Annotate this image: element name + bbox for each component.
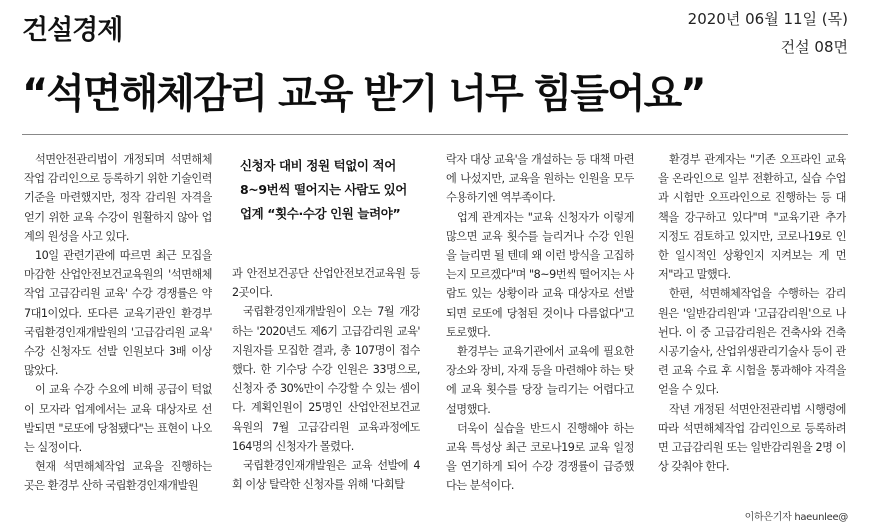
- paragraph: 10일 관련기관에 따르면 최근 모집을 마감한 산업안전보건교육원의 '석면해체작업 고급감리원 교육' 수강 경쟁률은 약 7대1이었다. 또다른 교육기관인 환경부 국립환경인재개발원의 '고급감리원 교육' 수강 신청자도 선발 인원보다 3배 이상 많았다.: [24, 249, 212, 378]
- paragraph: 더욱이 실습을 반드시 진행해야 하는 교육 특성상 최근 코로나19로 교육 일정을 연기하게 되어 수강 경쟁률이 급증했다는 분석이다.: [446, 421, 634, 493]
- reporter-byline: 이하은기자 haeunlee@: [744, 512, 848, 523]
- paragraph: 업계 관계자는 "교육 신청자가 이렇게 많으면 교육 횟수를 늘리거나 수강 인원을 늘리면 될 텐데 왜 이런 방식을 고집하는지 모르겠다"며 "8~9번씩 떨어지는 사람도 있는 상황이라 교육 대상자로 선발되면 로또에 당첨된 것이나 다름없다"고 토로했다.: [446, 210, 634, 339]
- paragraph: 과 안전보건공단 산업안전보건교육원 등 2곳이다.: [232, 267, 420, 300]
- subheadline-line: 신청자 대비 정원 턱없이 적어: [240, 158, 396, 173]
- subheadline: [232, 150, 420, 264]
- paragraph: 국립환경인재개발원은 교육 선발에 4회 이상 탈락한 신청자를 위해 '다회탈: [232, 459, 420, 492]
- subheadline-line: 업계 “횟수·수강 인원 늘려야”: [240, 206, 401, 221]
- article-headline: “석면해체감리 교육 받기 너무 힘들어요”: [22, 71, 705, 117]
- article-column-3: [446, 150, 634, 522]
- paragraph: 한편, 석면해체작업을 수행하는 감리원은 '일반감리원'과 '고급감리원'으로 나뉜다. 이 중 고급감리원은 건축사와 건축시공기술사, 산업위생관리기술사 등이 관련 교육 수료 후 시험을 통과해야 자격을 얻을 수 있다.: [658, 287, 846, 397]
- article-column-4: [658, 150, 846, 522]
- article-column-2: [232, 150, 420, 522]
- paragraph: 석면안전관리법이 개정되며 석면해체작업 감리인으로 등록하기 위한 기술인력기준을 마련했지만, 정작 감리원 자격을 얻기 위한 교육 수강이 원활하지 않아 업계의 원성을 사고 있다.: [24, 153, 212, 243]
- paragraph: 환경부는 교육기관에서 교육에 필요한 장소와 장비, 자재 등을 마련해야 하는 탓에 교육 횟수를 당장 늘리기는 어렵다고 설명했다.: [446, 345, 634, 416]
- paragraph: 이 교육 수강 수요에 비해 공급이 턱없이 모자라 업계에서는 교육 대상자로 선발되면 "로또에 당첨됐다"는 표현이 나오는 실정이다.: [24, 383, 212, 455]
- paragraph: 현재 석면해체작업 교육을 진행하는 곳은 환경부 산하 국립환경인재개발원: [24, 460, 212, 493]
- paragraph: 락자 대상 교육'을 개설하는 등 대책 마련에 나섰지만, 교육을 원하는 인원을 모두 수용하기엔 역부족이다.: [446, 153, 634, 205]
- paragraph: 환경부 관계자는 "기존 오프라인 교육을 온라인으로 일부 전환하고, 실습 수업과 시험만 오프라인으로 진행하는 등 대책을 강구하고 있다"며 "교육기관 추가 지정도 검토하고 있지만, 코로나19로 인한 일시적인 상황인지 지켜보는 게 먼저"라고 말했다.: [658, 153, 846, 282]
- paragraph: 국립환경인재개발원이 오는 7월 개강하는 '2020년도 제6기 고급감리원 교육' 지원자를 모집한 결과, 총 107명이 접수했다. 한 기수당 수강 인원은 33명으로, 신청자 중 30%만이 수강할 수 있는 셈이다. 계획인원이 25명인 산업안전보건교육원의 7월 고급감리원 교육과정에도 164명의 신청자가 몰렸다.: [232, 305, 420, 453]
- subheadline-line: 8~9번씩 떨어지는 사람도 있어: [240, 182, 407, 197]
- paragraph: 작년 개정된 석면안전관리법 시행령에 따라 석면해체작업 감리인으로 등록하려면 고급감리원 또는 일반감리원을 2명 이상 갖춰야 한다.: [658, 402, 846, 474]
- publication-name: 건설경제: [22, 15, 123, 46]
- publication-date: 2020년 06월 11일 (목): [687, 10, 848, 28]
- page-number: 건설 08면: [780, 38, 848, 56]
- headline-divider: [22, 134, 848, 135]
- article-column-1: [24, 150, 212, 522]
